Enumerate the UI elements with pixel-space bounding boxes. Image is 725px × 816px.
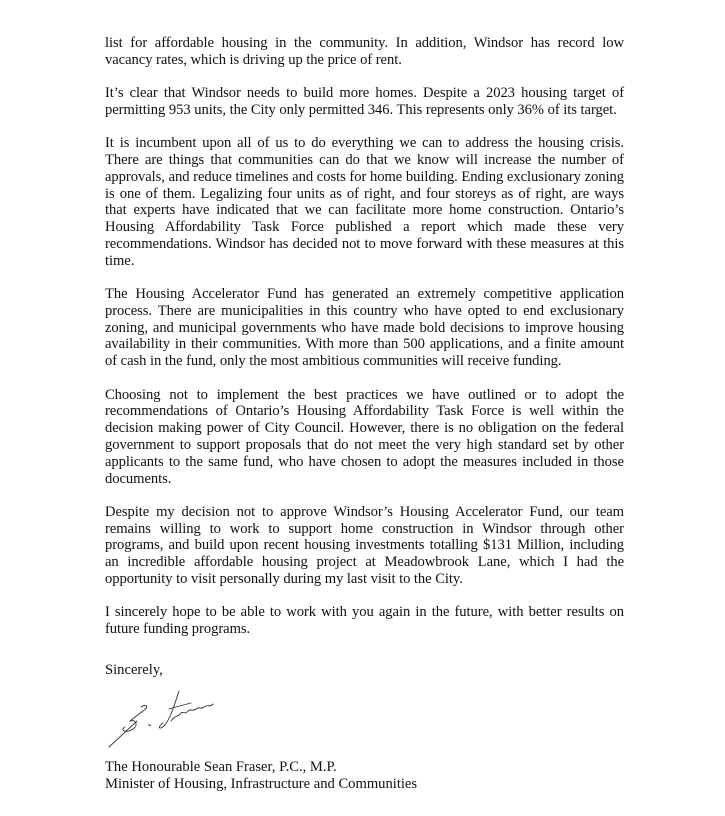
signature-block (105, 679, 624, 759)
signatory-name: The Honourable Sean Fraser, P.C., M.P. (105, 758, 337, 775)
signatory-title: Minister of Housing, Infrastructure and Communities (105, 775, 418, 792)
paragraph-accelerator-fund: The Housing Accelerator Fund has generated an extremely competitive application process. There are municipalities in this country who have opted to end exclusionary zoning, and municipal governments who have made bold decisions to improve housing availability in their communities. With more than 500 applications, and a finite amount of cash in the fund, only the most ambitious communities will receive funding. (105, 286, 624, 370)
paragraph-waitlist: list for affordable housing in the community. In addition, Windsor has record low vacancy rates, which is driving up the price of rent. (105, 35, 624, 68)
closing-salutation: Sincerely, (105, 661, 163, 678)
handwritten-signature-icon (105, 681, 225, 751)
paragraph-housing-target: It’s clear that Windsor needs to build more homes. Despite a 2023 housing target of permitting 953 units, the City only permitted 346. This represents only 36% of its target. (105, 85, 624, 118)
letter-body (105, 35, 624, 793)
paragraph-incumbent: It is incumbent upon all of us to do everything we can to address the housing crisis. There are things that communities can do that we know will increase the number of approvals, and reduce timelines and costs for home building. Ending exclusionary zoning is one of them. Legalizing four units as of right, and four storeys as of right, are ways that experts have indicated that we can facilitate more home construction. Ontario’s Housing Affordability Task Force published a report which made these very recommendations. Windsor has decided not to move forward with these measures at this time. (105, 135, 624, 269)
paragraph-choosing-not: Choosing not to implement the best practices we have outlined or to adopt the recommendations of Ontario’s Housing Affordability Task Force is well within the decision making power of City Council. However, there is no obligation on the federal government to support proposals that do not meet the very high standard set by other applicants to the same fund, who have chosen to adopt the measures included in those documents. (105, 386, 624, 487)
paragraph-sincerely-hope: I sincerely hope to be able to work with you again in the future, with better results on future funding programs. (105, 604, 624, 638)
paragraph-despite-decision: Despite my decision not to approve Windsor’s Housing Accelerator Fund, our team remains willing to work to support home construction in Windsor through other programs, and build upon recent housing investments totalling $131 Million, including an incredible affordable housing project at Meadowbrook Lane, which I had the opportunity to visit personally during my last visit to the City. (105, 503, 624, 588)
